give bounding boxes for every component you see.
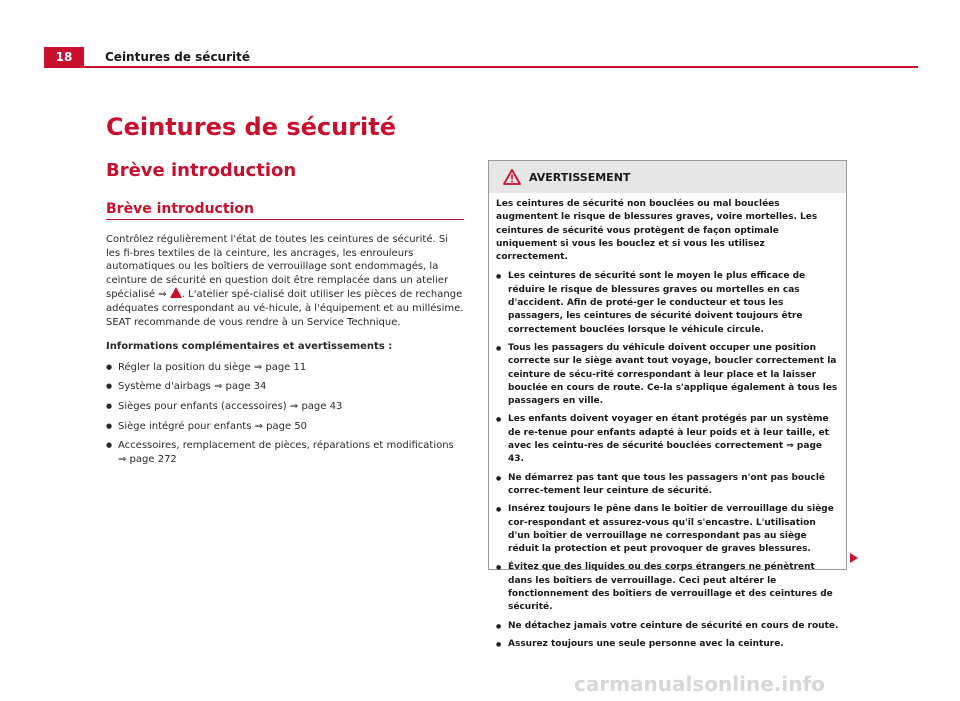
chapter-title: Ceintures de sécurité	[106, 113, 397, 141]
warning-triangle-icon[interactable]	[170, 287, 182, 298]
info-list-item	[106, 361, 464, 375]
warning-box	[488, 160, 847, 649]
header-divider	[44, 66, 918, 68]
info-list-item	[106, 400, 464, 414]
info-item-text: Siège intégré pour enfants	[118, 420, 252, 432]
page-reference-link[interactable]: ⇒ page 11	[253, 361, 307, 373]
warning-list-item: ● Insérez toujours le pêne dans le boîtier de verrouillage du siège cor-respondant et assurez-vous qu'il s'encastre. L'utilisation d'un boîtier de verrouillage ne correspondant pas au siège réduit la protection et peut provoquer de graves blessures.	[496, 503, 839, 556]
info-item-text: Sièges pour enfants (accessoires)	[118, 400, 287, 412]
warning-intro: Les ceintures de sécurité non bouclées ou mal bouclées augmentent le risque de blessures graves, voire mortelles. Les ceintures de sécurité vous protègent de façon optimale uniquement si vous les bouclez et si vous les utilisez correctement.	[496, 199, 818, 263]
warning-list-item: ● Tous les passagers du véhicule doivent occuper une position correcte sur le siège avant tout voyage, boucler correctement la ceinture de sécu-rité correspondant à leur place et la laisser bouclée en cours de route. Ce-la s'applique également à tous les passagers en ville.	[496, 342, 839, 408]
warning-title: AVERTISSEMENT	[529, 170, 631, 184]
intro-text-before: Contrôlez régulièrement l'état de toutes les ceintures de sécurité. Si les fi-bres textiles de la ceinture, les ancrages, les enrouleurs automatiques ou les boîtiers de verrouillage sont endommagés, la ceinture de sécurité en question doit être remplacée dans un atelier spécialisé ⇒	[106, 234, 449, 301]
continue-arrow-icon	[850, 553, 858, 563]
warning-triangle-icon	[503, 169, 521, 185]
info-title: Informations complémentaires et avertissements :	[106, 341, 393, 353]
watermark-text: carmanualsonline.info	[574, 672, 825, 696]
info-list-item	[106, 380, 464, 394]
intro-paragraph	[106, 233, 464, 329]
info-item-text: Régler la position du siège	[118, 361, 251, 373]
warning-list-item: ● Ne détachez jamais votre ceinture de sécurité en cours de route.	[496, 620, 839, 633]
subsection-title: Brève introduction	[106, 201, 254, 217]
page-reference-link[interactable]: ⇒ page 50	[254, 420, 308, 432]
warning-body	[489, 193, 846, 651]
page-number: 18	[44, 47, 84, 66]
page-reference-link[interactable]: ⇒ page 272	[118, 453, 177, 465]
section-title: Brève introduction	[106, 160, 297, 181]
warning-list-item: ● Les enfants doivent voyager en étant protégés par un système de re-tenue pour enfants adapté à leur poids et à leur taille, et avec les ceintu-res de sécurité bouclées correctement ⇒ page 43.	[496, 413, 839, 466]
intro-column	[106, 233, 464, 472]
running-header-title: Ceintures de sécurité	[105, 50, 251, 64]
page-reference-link[interactable]: ⇒ page 43	[289, 400, 343, 412]
page-reference-link[interactable]: ⇒ page 34	[213, 381, 267, 393]
warning-header	[489, 161, 846, 193]
warning-list-item: ● Les ceintures de sécurité sont le moyen le plus efficace de réduire le risque de blessures graves ou mortelles en cas d'accident. Afin de proté-ger le conducteur et tous les passagers, les ceintures de sécurité doivent toujours être correctement bouclées lorsque le véhicule circule.	[496, 270, 839, 336]
warning-list-item: ● Ne démarrez pas tant que tous les passagers n'ont pas bouclé correc-tement leur ceinture de sécurité.	[496, 472, 839, 499]
info-list-item	[106, 439, 464, 466]
info-list-item	[106, 420, 464, 434]
intro-text-after: . L'atelier spé-cialisé doit utiliser les pièces de rechange adéquates correspondant au vé-hicule, à l'équipement et au millésime. SEAT recommande de vous rendre à un Service Technique.	[106, 289, 464, 328]
subsection-divider	[106, 219, 464, 220]
info-item-text: Accessoires, remplacement de pièces, réparations et modifications	[118, 440, 454, 452]
info-item-text: Système d'airbags	[118, 381, 211, 393]
warning-list-item: ● Assurez toujours une seule personne avec la ceinture.	[496, 638, 839, 651]
warning-list-item: ● Évitez que des liquides ou des corps étrangers ne pénètrent dans les boîtiers de verrouillage. Ceci peut altérer le fonctionnement des boîtiers de verrouillage et des ceintures de sécurité.	[496, 561, 839, 614]
